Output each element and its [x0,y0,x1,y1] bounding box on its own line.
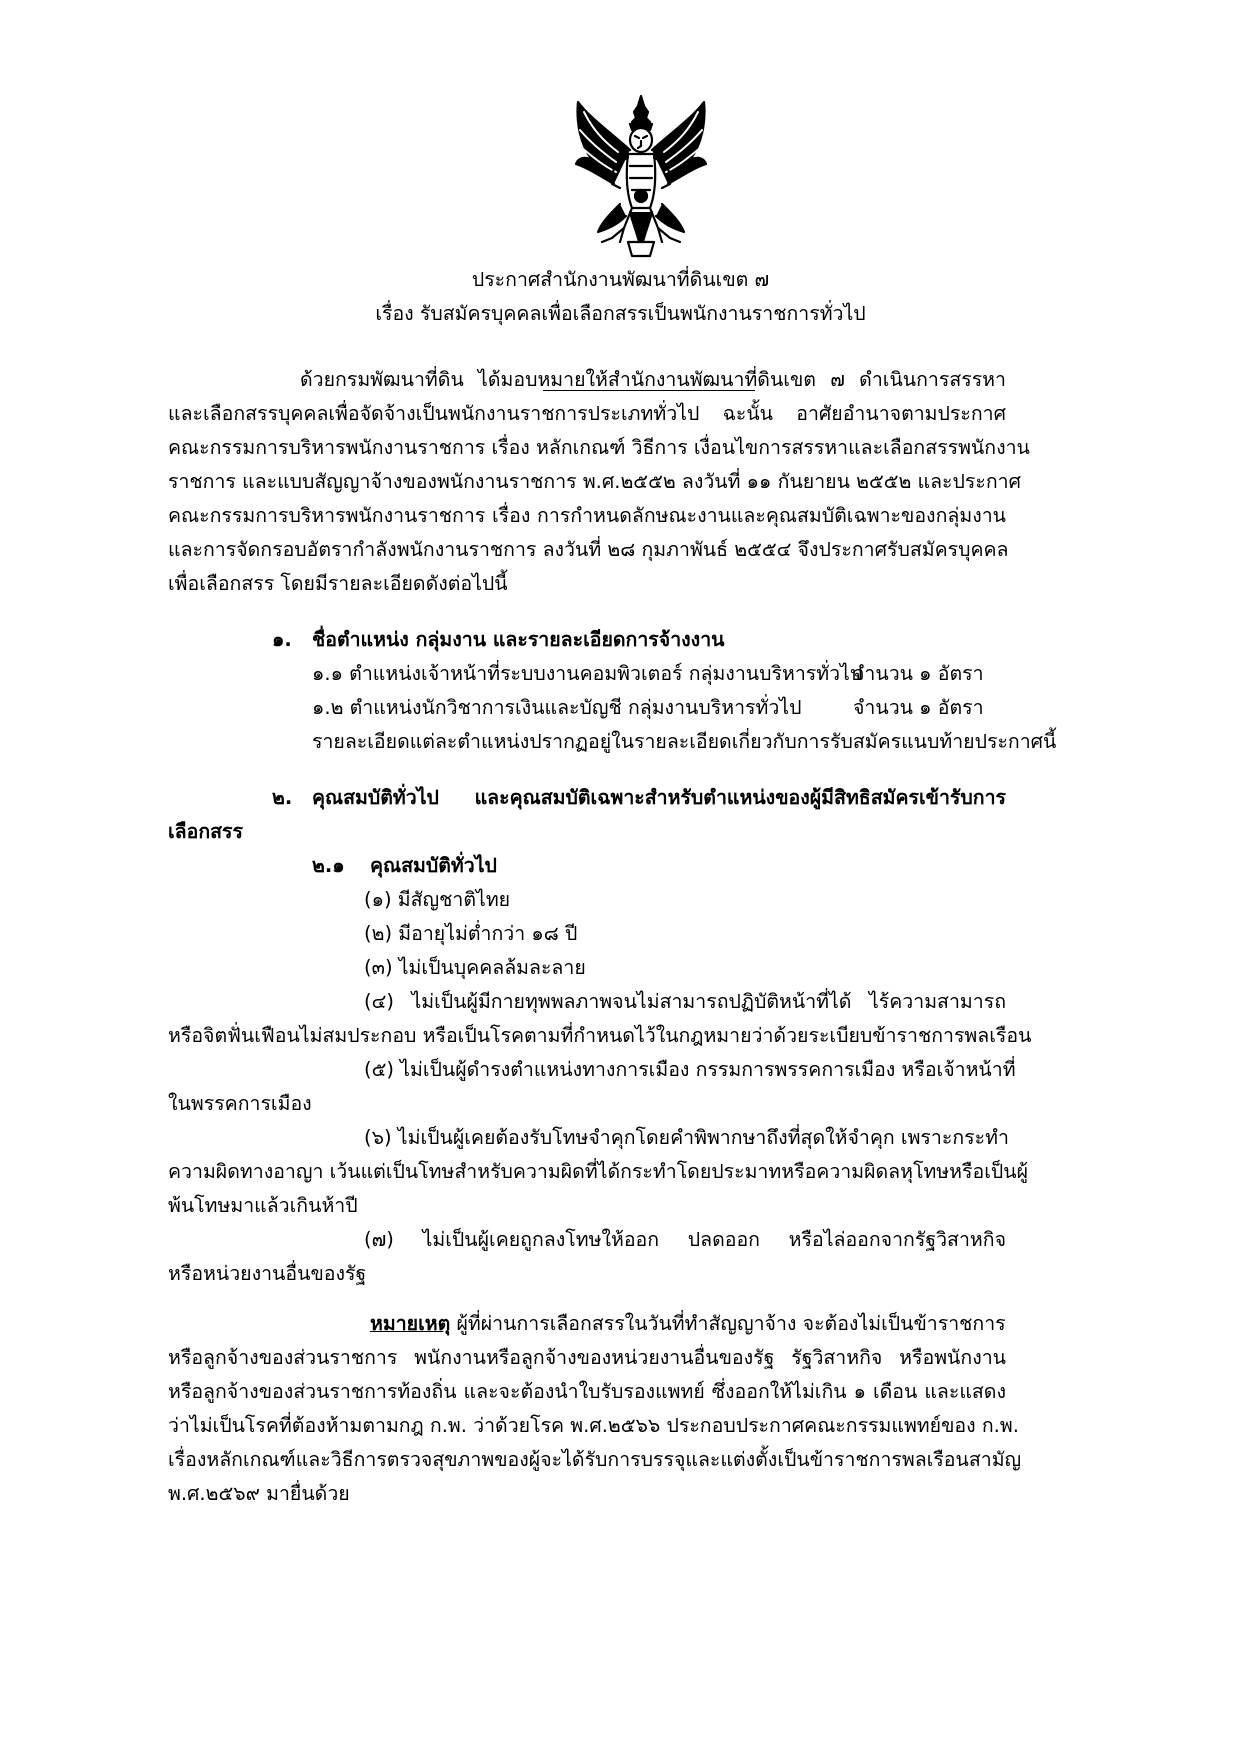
qualification-3: (๓) ไม่เป็นบุคคลล้มละลาย [364,956,586,979]
paragraph-line: ราชการ และแบบสัญญาจ้างของพนักงานราชการ พ.ศ.๒๕๕๒ ลงวันที่ ๑๑ กันยายน ๒๕๕๒ และประกาศ [168,470,1021,493]
document-title: ประกาศสำนักงานพัฒนาที่ดินเขต ๗ [471,268,770,291]
position-item-2: ๑.๒ ตำแหน่งนักวิชาการเงินและบัญชี กลุ่มงานบริหารทั่วไป [312,696,802,719]
remark-line: พ.ศ.๒๕๖๙ มายื่นด้วย [168,1482,350,1505]
qualification-7: (๗) ไม่เป็นผู้เคยถูกลงโทษให้ออก ปลดออก หรือไล่ออกจากรัฐวิสาหกิจ [364,1228,1006,1251]
paragraph-line: และการจัดกรอบอัตรากำลังพนักงานราชการ ลงวันที่ ๒๘ กุมภาพันธ์ ๒๕๕๔ จึงประกาศรับสมัครบุคคล [168,538,1009,561]
qualification-6: (๖) ไม่เป็นผู้เคยต้องรับโทษจำคุกโดยคำพิพากษาถึงที่สุดให้จำคุก เพราะกระทำ [364,1126,1009,1149]
qualification-7-cont: หรือหน่วยงานอื่นของรัฐ [168,1262,367,1285]
remark-line: หรือลูกจ้างของส่วนราชการ พนักงานหรือลูกจ้างของหน่วยงานอื่นของรัฐ รัฐวิสาหกิจ หรือพนักงาน [168,1346,1006,1369]
qualification-6-cont: ความผิดทางอาญา เว้นแต่เป็นโทษสำหรับความผิดที่ได้กระทำโดยประมาทหรือความผิดลหุโทษหรือเป็นผู้ [168,1160,1028,1183]
remark-line: ว่าไม่เป็นโรคที่ต้องห้ามตามกฎ ก.พ. ว่าด้วยโรค พ.ศ.๒๕๖๖ ประกอบประกาศคณะกรรมแพทย์ของ ก.พ. [168,1414,1019,1437]
qualification-1: (๑) มีสัญชาติไทย [364,888,511,911]
qualification-6-cont: พ้นโทษมาแล้วเกินห้าปี [168,1194,358,1217]
qualification-5-cont: ในพรรคการเมือง [168,1092,312,1115]
paragraph-line: และเลือกสรรบุคคลเพื่อจัดจ้างเป็นพนักงานราชการประเภททั่วไป ฉะนั้น อาศัยอำนาจตามประกาศ [168,402,1006,425]
section-1-note: รายละเอียดแต่ละตำแหน่งปรากฏอยู่ในรายละเอียดเกี่ยวกับการรับสมัครแนบท้ายประกาศนี้ [312,730,1057,753]
remark-text: ผู้ที่ผ่านการเลือกสรรในวันที่ทำสัญญาจ้าง จะต้องไม่เป็นข้าราชการ [450,1312,1006,1335]
document-subject: เรื่อง รับสมัครบุคคลเพื่อเลือกสรรเป็นพนักงานราชการทั่วไป [375,302,866,325]
section-1-heading: ชื่อตำแหน่ง กลุ่มงาน และรายละเอียดการจ้างงาน [312,628,725,651]
section-2-heading: คุณสมบัติทั่วไป และคุณสมบัติเฉพาะสำหรับตำแหน่งของผู้มีสิทธิสมัครเข้ารับการ [312,786,1006,809]
garuda-emblem-icon [570,92,712,262]
position-item-1-count: จำนวน ๑ อัตรา [853,662,984,685]
section-2-heading-cont: เลือกสรร [168,820,243,843]
remark-line: หรือลูกจ้างของส่วนราชการท้องถิ่น และจะต้องนำใบรับรองแพทย์ ซึ่งออกให้ไม่เกิน ๑ เดือน และแสดง [168,1380,1006,1403]
section-1-number: ๑. [272,628,292,651]
qualification-4-cont: หรือจิตฟั่นเฟือนไม่สมประกอบ หรือเป็นโรคตามที่กำหนดไว้ในกฎหมายว่าด้วยระเบียบข้าราชการพลเรือน [168,1024,1032,1047]
qualification-4: (๔) ไม่เป็นผู้มีกายทุพพลภาพจนไม่สามารถปฏิบัติหน้าที่ได้ ไร้ความสามารถ [364,990,1006,1013]
remark-first-line [370,1310,1006,1338]
section-2-number: ๒. [272,786,293,809]
paragraph-line: ด้วยกรมพัฒนาที่ดิน ได้มอบหมายให้สำนักงานพัฒนาที่ดินเขต ๗ ดำเนินการสรรหา [300,368,1006,391]
qualification-5: (๕) ไม่เป็นผู้ดำรงตำแหน่งทางการเมือง กรรมการพรรคการเมือง หรือเจ้าหน้าที่ [364,1058,1016,1081]
position-item-2-count: จำนวน ๑ อัตรา [853,696,984,719]
paragraph-line: เพื่อเลือกสรร โดยมีรายละเอียดดังต่อไปนี้ [168,572,508,595]
subsection-2-1-heading: คุณสมบัติทั่วไป [370,854,497,877]
remark-line: เรื่องหลักเกณฑ์และวิธีการตรวจสุขภาพของผู้จะได้รับการบรรจุและแต่งตั้งเป็นข้าราชการพลเรือนสามัญ [168,1448,1022,1471]
remark-label: หมายเหตุ [370,1312,451,1335]
paragraph-line: คณะกรรมการบริหารพนักงานราชการ เรื่อง หลักเกณฑ์ วิธีการ เงื่อนไขการสรรหาและเลือกสรรพนักงาน [168,436,1030,459]
paragraph-line: คณะกรรมการบริหารพนักงานราชการ เรื่อง การกำหนดลักษณะงานและคุณสมบัติเฉพาะของกลุ่มงาน [168,504,1006,527]
subsection-2-1-number: ๒.๑ [312,854,345,877]
qualification-2: (๒) มีอายุไม่ต่ำกว่า ๑๘ ปี [364,922,578,945]
position-item-1: ๑.๑ ตำแหน่งเจ้าหน้าที่ระบบงานคอมพิวเตอร์ กลุ่มงานบริหารทั่วไป [312,662,863,685]
